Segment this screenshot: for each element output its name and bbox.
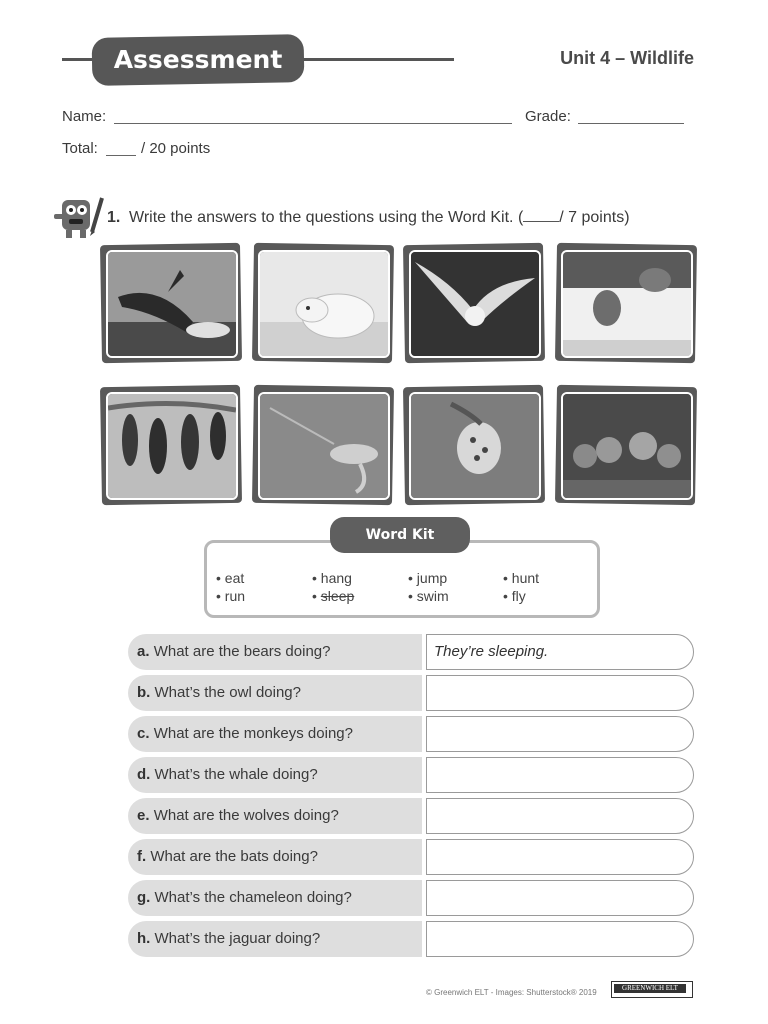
monkeys-photo bbox=[561, 392, 693, 500]
question-text: What are the wolves doing? bbox=[153, 807, 339, 824]
question-text: What are the monkeys doing? bbox=[153, 725, 353, 742]
word-swim: swim bbox=[416, 588, 449, 604]
jaguar-photo bbox=[409, 392, 541, 500]
grade-field[interactable] bbox=[578, 122, 684, 124]
mascot-pencil-icon bbox=[52, 194, 106, 240]
instruction-text-end: / 7 points) bbox=[559, 209, 630, 226]
answer-field-d[interactable] bbox=[426, 757, 694, 793]
total-suffix: / 20 points bbox=[141, 140, 211, 157]
wolves-photo bbox=[561, 250, 693, 358]
polar-bears-photo bbox=[258, 250, 390, 358]
question-letter: d. bbox=[137, 766, 151, 783]
word-sleep: sleep bbox=[320, 588, 355, 604]
question-a bbox=[137, 634, 330, 670]
question-text: What’s the whale doing? bbox=[154, 766, 318, 783]
word-kit-title: Word Kit bbox=[365, 527, 435, 543]
question-letter: b. bbox=[137, 684, 151, 701]
question-letter: e. bbox=[137, 807, 150, 824]
instruction-text-start: Write the answers to the questions using the Word Kit. ( bbox=[129, 209, 524, 226]
question-e bbox=[137, 798, 339, 834]
chameleon-photo bbox=[258, 392, 390, 500]
question-text: What are the bats doing? bbox=[150, 848, 318, 865]
answer-field-f[interactable] bbox=[426, 839, 694, 875]
question-letter: h. bbox=[137, 930, 151, 947]
footer-credit: © Greenwich ELT - Images: Shutterstock® 2019 bbox=[426, 988, 597, 997]
question-h bbox=[137, 921, 320, 957]
question-b bbox=[137, 675, 301, 711]
question-letter: f. bbox=[137, 848, 147, 865]
grade-label: Grade: bbox=[525, 108, 571, 125]
header-rule-right bbox=[300, 58, 454, 61]
question-text: What’s the chameleon doing? bbox=[154, 889, 352, 906]
word-hunt: hunt bbox=[511, 570, 540, 586]
total-field[interactable] bbox=[106, 154, 136, 156]
word-kit-item: • sleep bbox=[312, 588, 355, 604]
exercise-instruction bbox=[129, 209, 630, 227]
question-d bbox=[137, 757, 318, 793]
question-letter: g. bbox=[137, 889, 151, 906]
name-field[interactable] bbox=[114, 122, 512, 124]
word-kit-item: • swim bbox=[408, 588, 449, 604]
word-kit-item: • fly bbox=[503, 588, 526, 604]
question-g bbox=[137, 880, 352, 916]
answer-field-e[interactable] bbox=[426, 798, 694, 834]
word-eat: eat bbox=[224, 570, 245, 586]
publisher-logo-text: GREENWICH ELT bbox=[614, 984, 686, 993]
word-kit-item: • run bbox=[216, 588, 246, 604]
word-fly: fly bbox=[511, 588, 526, 604]
question-letter: c. bbox=[137, 725, 150, 742]
question-letter: a. bbox=[137, 643, 150, 660]
word-hang: hang bbox=[320, 570, 352, 586]
question-text: What’s the jaguar doing? bbox=[154, 930, 321, 947]
word-kit-item: • hunt bbox=[503, 570, 540, 586]
question-c bbox=[137, 716, 353, 752]
question-f bbox=[137, 839, 318, 875]
name-label: Name: bbox=[62, 108, 107, 125]
page-title: Assessment bbox=[113, 45, 283, 74]
answer-field-b[interactable] bbox=[426, 675, 694, 711]
unit-title: Unit 4 – Wildlife bbox=[560, 48, 694, 68]
bats-photo bbox=[106, 392, 238, 500]
word-kit-item: • jump bbox=[408, 570, 448, 586]
exercise-number: 1. bbox=[107, 209, 121, 226]
word-kit-item: • hang bbox=[312, 570, 352, 586]
answer-field-g[interactable] bbox=[426, 880, 694, 916]
answer-field-c[interactable] bbox=[426, 716, 694, 752]
word-run: run bbox=[224, 588, 246, 604]
owl-photo bbox=[409, 250, 541, 358]
points-blank[interactable] bbox=[523, 209, 559, 222]
whale-photo bbox=[106, 250, 238, 358]
word-kit-item: • eat bbox=[216, 570, 245, 586]
answer-text-a: They’re sleeping. bbox=[434, 643, 549, 660]
word-jump: jump bbox=[416, 570, 448, 586]
total-label: Total: bbox=[62, 140, 98, 157]
question-text: What’s the owl doing? bbox=[154, 684, 301, 701]
question-text: What are the bears doing? bbox=[153, 643, 331, 660]
answer-field-h[interactable] bbox=[426, 921, 694, 957]
